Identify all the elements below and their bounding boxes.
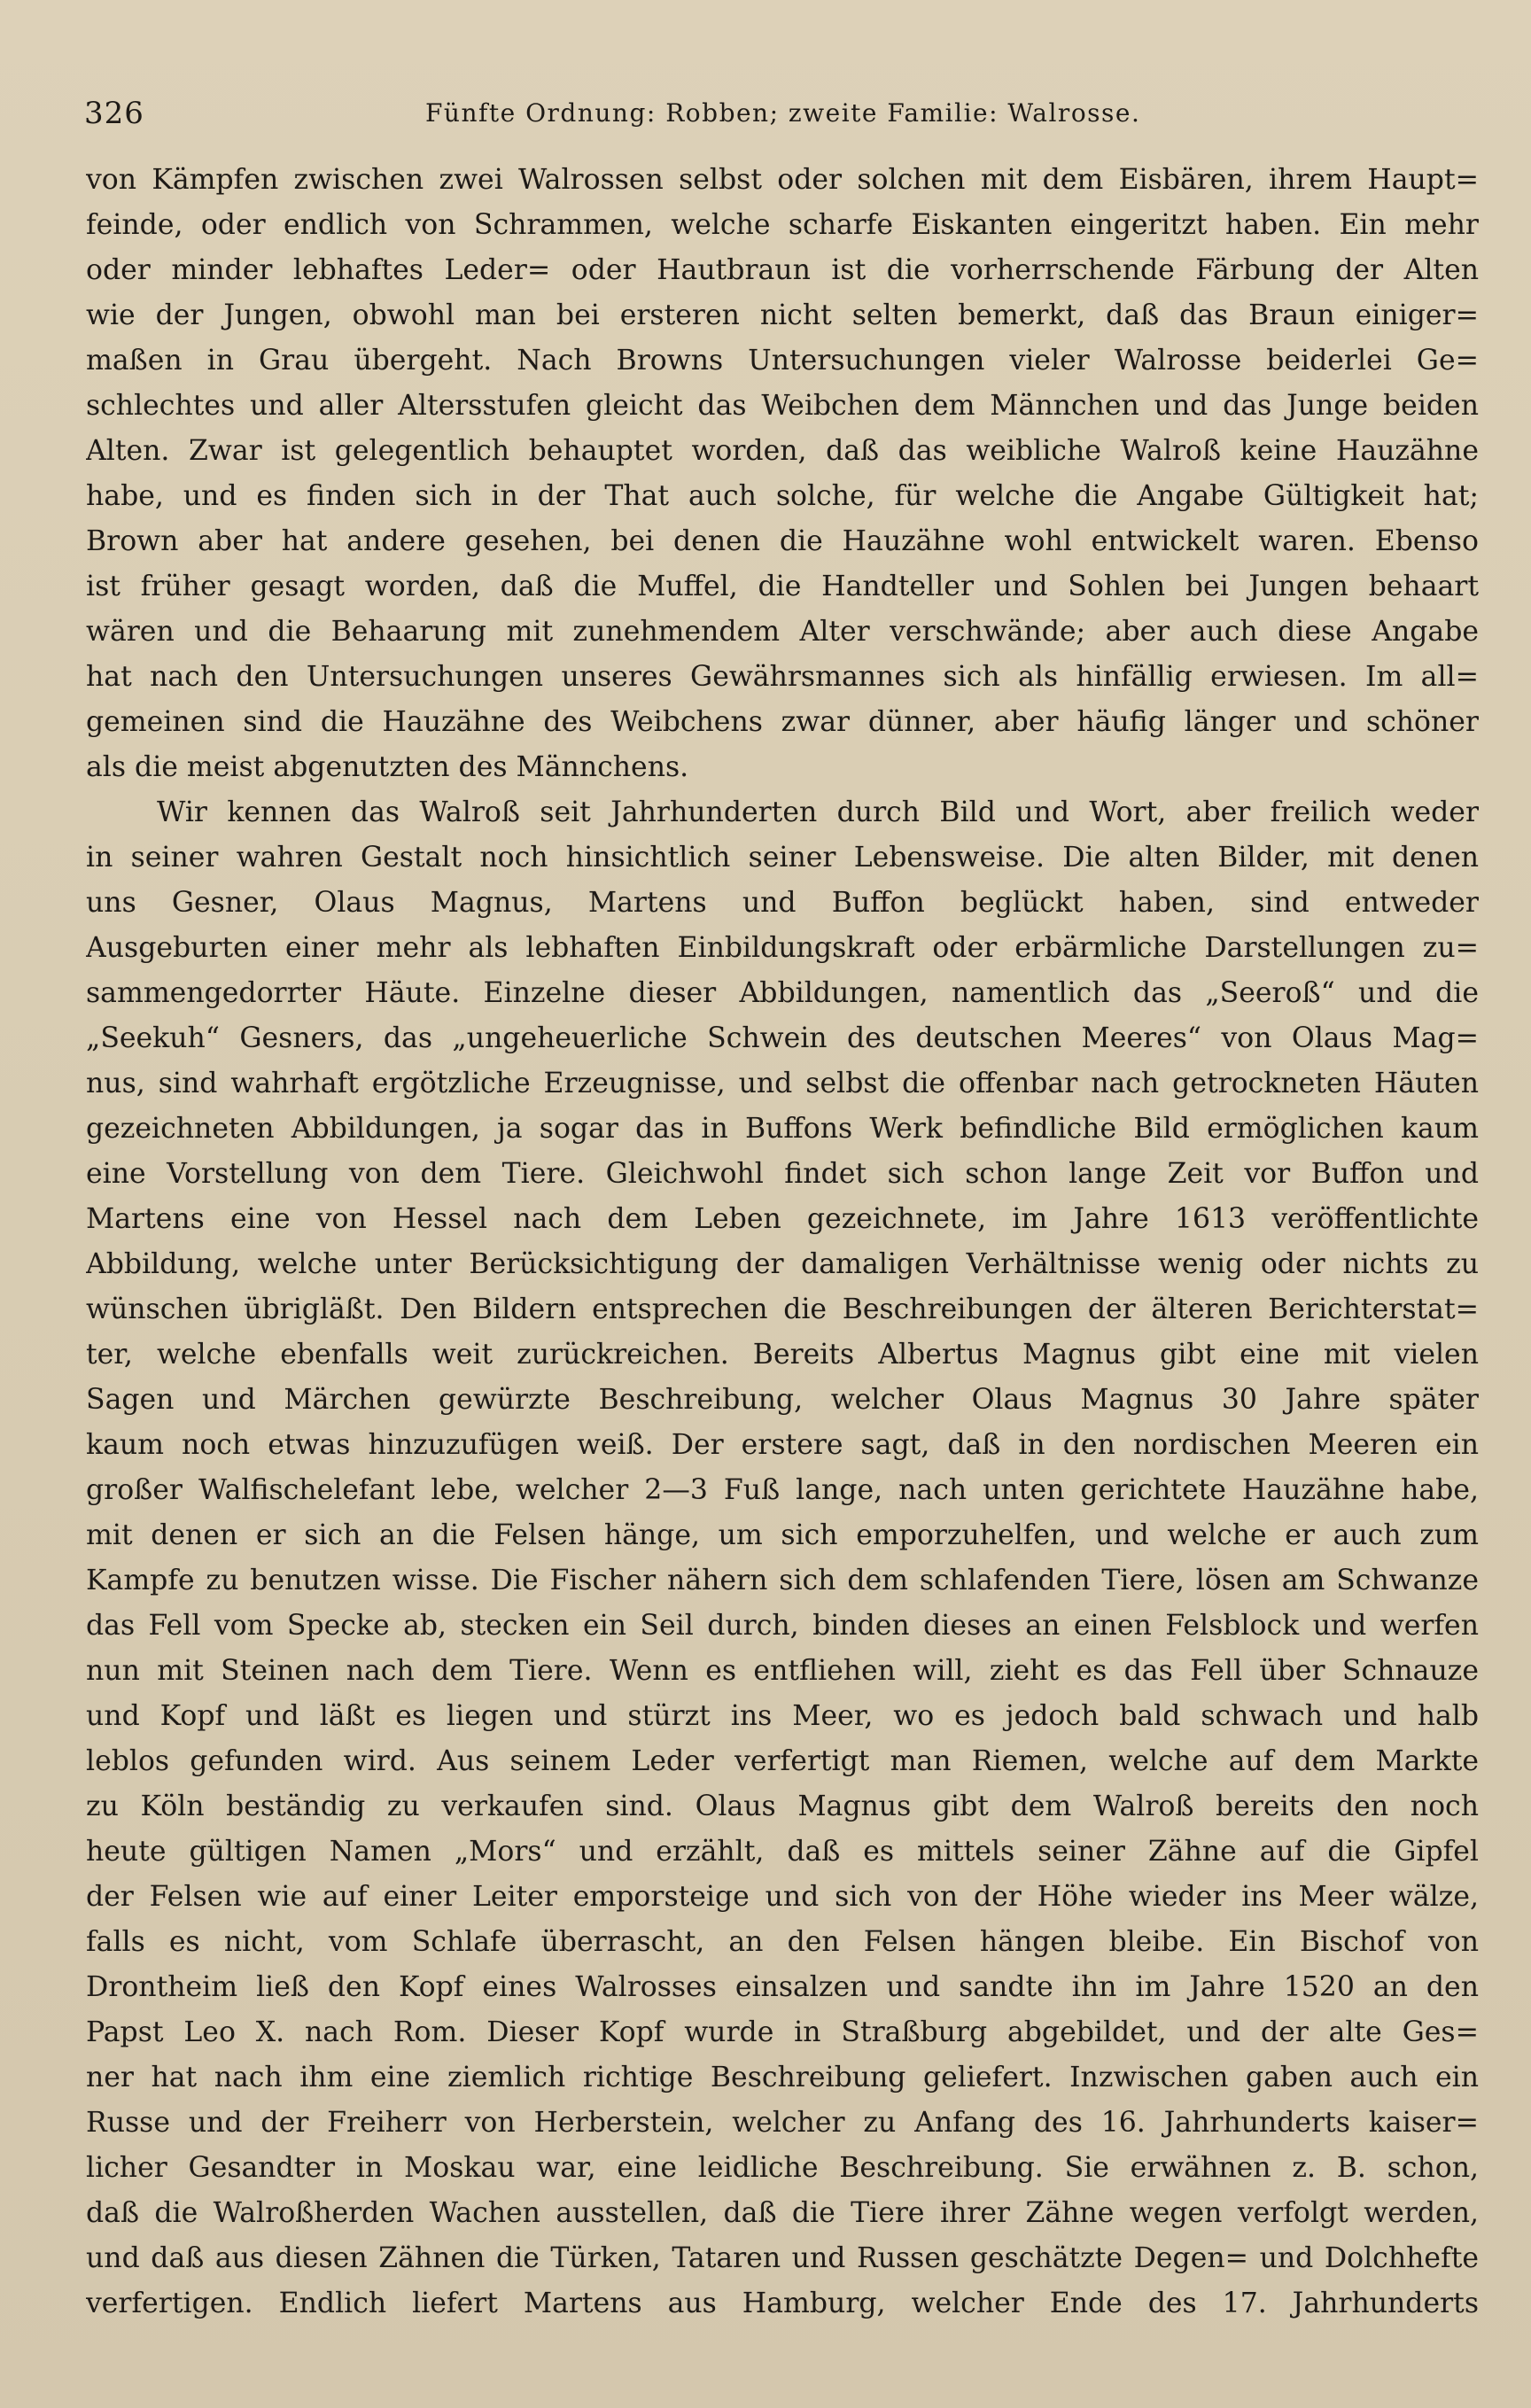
text-line: von Kämpfen zwischen zwei Walrossen selbst oder solchen mit dem Eisbären, ihrem Haupt= (86, 164, 1479, 196)
text-line: zu Köln beständig zu verkaufen sind. Olaus Magnus gibt dem Walroß bereits den noch (86, 1790, 1479, 1822)
text-line: wünschen übrigläßt. Den Bildern entsprechen die Beschreibungen der älteren Berichterstat= (86, 1293, 1479, 1325)
text-line: der Felsen wie auf einer Leiter emporsteige und sich von der Höhe wieder ins Meer wälze, (86, 1881, 1479, 1913)
text-line: Wir kennen das Walroß seit Jahrhunderten durch Bild und Wort, aber freilich weder (157, 796, 1479, 828)
text-line: als die meist abgenutzten des Männchens. (86, 751, 689, 783)
text-line: kaum noch etwas hinzuzufügen weiß. Der erstere sagt, daß in den nordischen Meeren ein (86, 1429, 1479, 1461)
text-line: oder minder lebhaftes Leder= oder Hautbraun ist die vorherrschende Färbung der Alten (86, 254, 1479, 286)
text-line: daß die Walroßherden Wachen ausstellen, daß die Tiere ihrer Zähne wegen verfolgt werden, (86, 2197, 1479, 2229)
body-text (86, 158, 1479, 2326)
text-line: nun mit Steinen nach dem Tiere. Wenn es entfliehen will, zieht es das Fell über Schnauze (86, 1655, 1479, 1687)
text-line: Russe und der Freiherr von Herberstein, welcher zu Anfang des 16. Jahrhunderts kaiser= (86, 2107, 1479, 2139)
text-line: habe, und es finden sich in der That auch solche, für welche die Angabe Gültigkeit hat; (86, 480, 1479, 512)
text-line: schlechtes und aller Altersstufen gleicht das Weibchen dem Männchen und das Junge beiden (86, 390, 1479, 422)
text-line: und Kopf und läßt es liegen und stürzt ins Meer, wo es jedoch bald schwach und halb (86, 1700, 1479, 1732)
text-line: eine Vorstellung von dem Tiere. Gleichwohl findet sich schon lange Zeit vor Buffon und (86, 1158, 1479, 1190)
text-line: ist früher gesagt worden, daß die Muffel, die Handteller und Sohlen bei Jungen behaart (86, 571, 1479, 602)
paragraph-2 (86, 790, 1479, 2326)
text-line: Drontheim ließ den Kopf eines Walrosses einsalzen und sandte ihn im Jahre 1520 an den (86, 1971, 1479, 2003)
text-line: und daß aus diesen Zähnen die Türken, Tataren und Russen geschätzte Degen= und Dolchhefte (86, 2242, 1479, 2274)
text-line: Papst Leo X. nach Rom. Dieser Kopf wurde in Straßburg abgebildet, und der alte Ges= (86, 2016, 1479, 2048)
text-line: feinde, oder endlich von Schrammen, welche scharfe Eiskanten eingeritzt haben. Ein mehr (86, 209, 1479, 241)
text-line: das Fell vom Specke ab, stecken ein Seil durch, binden dieses an einen Felsblock und werfen (86, 1610, 1479, 1642)
text-line: Kampfe zu benutzen wisse. Die Fischer nähern sich dem schlafenden Tiere, lösen am Schwanze (86, 1565, 1479, 1596)
text-line: maßen in Grau übergeht. Nach Browns Untersuchungen vieler Walrosse beiderlei Ge= (86, 345, 1479, 377)
text-line: in seiner wahren Gestalt noch hinsichtlich seiner Lebensweise. Die alten Bilder, mit denen (86, 842, 1479, 874)
text-line: Brown aber hat andere gesehen, bei denen die Hauzähne wohl entwickelt waren. Ebenso (86, 525, 1479, 557)
text-line: heute gültigen Namen „Mors“ und erzählt, daß es mittels seiner Zähne auf die Gipfel (86, 1836, 1479, 1868)
text-line: verfertigen. Endlich liefert Martens aus Hamburg, welcher Ende des 17. Jahrhunderts (86, 2288, 1479, 2319)
text-line: wären und die Behaarung mit zunehmendem Alter verschwände; aber auch diese Angabe (86, 616, 1479, 648)
text-line: Abbildung, welche unter Berücksichtigung der damaligen Verhältnisse wenig oder nichts zu (86, 1248, 1479, 1280)
text-line: gemeinen sind die Hauzähne des Weibchens zwar dünner, aber häufig länger und schöner (86, 706, 1479, 738)
text-line: ter, welche ebenfalls weit zurückreichen. Bereits Albertus Magnus gibt eine mit vielen (86, 1339, 1479, 1371)
text-line: nus, sind wahrhaft ergötzliche Erzeugnisse, und selbst die offenbar nach getrockneten Häuten (86, 1068, 1479, 1099)
text-line: falls es nicht, vom Schlafe überrascht, an den Felsen hängen bleibe. Ein Bischof von (86, 1926, 1479, 1958)
text-line: Alten. Zwar ist gelegentlich behauptet worden, daß das weibliche Walroß keine Hauzähne (86, 435, 1479, 467)
text-line: sammengedorrter Häute. Einzelne dieser Abbildungen, namentlich das „Seeroß“ und die (86, 977, 1479, 1009)
text-line: mit denen er sich an die Felsen hänge, um sich emporzuhelfen, und welche er auch zum (86, 1519, 1479, 1551)
text-line: leblos gefunden wird. Aus seinem Leder verfertigt man Riemen, welche auf dem Markte (86, 1745, 1479, 1777)
text-line: großer Walfischelefant lebe, welcher 2—3 Fuß lange, nach unten gerichtete Hauzähne habe, (86, 1474, 1479, 1506)
text-line: gezeichneten Abbildungen, ja sogar das in Buffons Werk befindliche Bild ermöglichen kaum (86, 1113, 1479, 1145)
text-line: Sagen und Märchen gewürzte Beschreibung, welcher Olaus Magnus 30 Jahre später (86, 1384, 1479, 1416)
text-line: hat nach den Untersuchungen unseres Gewährsmannes sich als hinfällig erwiesen. Im all= (86, 661, 1479, 693)
text-line: uns Gesner, Olaus Magnus, Martens und Buffon beglückt haben, sind entweder (86, 887, 1479, 919)
text-line: Martens eine von Hessel nach dem Leben gezeichnete, im Jahre 1613 veröffentlichte (86, 1203, 1479, 1235)
paragraph-1 (86, 158, 1479, 790)
text-line: ner hat nach ihm eine ziemlich richtige Beschreibung geliefert. Inzwischen gaben auch ein (86, 2062, 1479, 2093)
text-line: licher Gesandter in Moskau war, eine leidliche Beschreibung. Sie erwähnen z. B. schon, (86, 2152, 1479, 2184)
running-title: Fünfte Ordnung: Robben; zweite Familie: Walrosse. (425, 98, 1141, 128)
page-header (84, 96, 1480, 140)
page-number: 326 (84, 96, 144, 131)
text-line: wie der Jungen, obwohl man bei ersteren nicht selten bemerkt, daß das Braun einiger= (86, 299, 1479, 331)
text-line: Ausgeburten einer mehr als lebhaften Einbildungskraft oder erbärmliche Darstellungen zu= (86, 932, 1479, 964)
text-line: „Seekuh“ Gesners, das „ungeheuerliche Schwein des deutschen Meeres“ von Olaus Mag= (86, 1022, 1479, 1054)
